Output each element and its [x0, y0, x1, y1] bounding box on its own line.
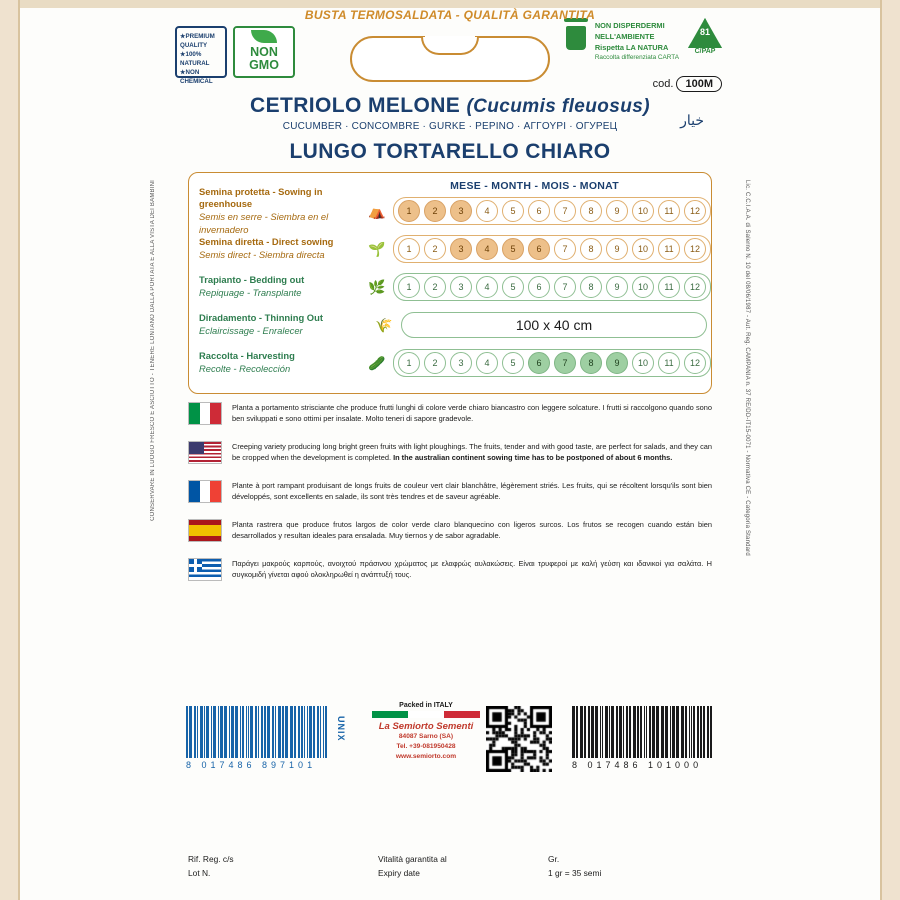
barcode-left-number: 8 017486 897101	[186, 760, 317, 770]
description-note: In the australian continent sowing time has to be postponed of about 6 months.	[393, 452, 673, 462]
description-text: Planta rastrera que produce frutos largos de color verde claro blanquecino con ligeros surcos. Los frutos se recogen cuando están bien desarrollados y resultan ideales para ensalada. Muy tiernos y de sabor agradable.	[232, 520, 712, 540]
unix-label: UNIX	[336, 716, 346, 742]
row-label-b: Recolte - Recolección	[199, 363, 291, 374]
company-name: La Semiorto Sementi	[378, 721, 474, 732]
lot-label: Lot N.	[188, 868, 211, 879]
variety-name: LUNGO TORTARELLO CHIARO	[289, 140, 611, 163]
barcode-right-number: 8 017486 101000	[572, 760, 703, 770]
side-text-left: CONSERVARE IN LUOGO FRESCO E ASCIUTTO - TENERE LONTANO DALLA PORTATA E ALLA VISTA DEI BAMBINI	[150, 180, 156, 521]
title-arabic: خيار	[680, 112, 704, 128]
row-label-b: Eclaircissage - Enralecer	[199, 325, 303, 336]
barcode-right	[572, 706, 720, 770]
premium-line-3: ★100%	[180, 50, 202, 58]
month-band: 1 2 3 4 5 6 7 8 9 10 11 12	[393, 235, 711, 263]
flag-france-icon	[188, 480, 222, 503]
row-label-a: Semina diretta - Direct sowing	[199, 236, 334, 248]
flag-greece-icon	[188, 558, 222, 581]
premium-line-2: QUALITY	[180, 41, 208, 49]
sealed-bag-note: BUSTA TERMOSALDATA - QUALITÀ GARANTITA	[304, 8, 596, 22]
row-label-a: Trapianto - Bedding out	[199, 274, 305, 286]
right-edge-line	[880, 0, 882, 900]
vitality-label: Vitalità garantita al	[378, 854, 447, 864]
row-label-a: Raccolta - Harvesting	[199, 350, 295, 362]
description-text: Creeping variety producing long bright green fruits with light ploughings. The fruits, tender and with good taste, are perfect for salads, and they can be cropped when the development is completed.	[232, 442, 712, 462]
flag-usa-icon	[188, 441, 222, 464]
row-label-b: Semis en serre - Siembra en el invernadero	[199, 211, 329, 235]
greenhouse-icon: ⛺	[367, 202, 386, 219]
calendar-row-harvest	[189, 344, 711, 382]
page-title	[170, 94, 730, 118]
description-text: Plante à port rampant produisant de longs fruits de couleur vert clair blanchâtre, légèrement striés. Les fruits, qui se récoltent lorsqu'ils sont bien développés, sont excellents en salade, ils sont très tendres et de saveur agréable.	[232, 481, 712, 501]
descriptions	[188, 402, 712, 597]
left-edge-line	[18, 0, 20, 900]
premium-line-6: CHEMICAL	[180, 77, 213, 85]
premium-line-1: ★PREMIUM	[180, 33, 215, 40]
weight-label: Gr.	[548, 854, 560, 864]
description-text: Παράγει μακρούς καρπούς, ανοιχτού πράσινου χρώματος με ελαφρώς αυλακώσεις. Είναι τρυφεροί με καλή γεύση και ιδανικοί για σαλάτα. Η συγκομιδή γίνεται αφού ολοκληρωθεί η ανάπτυξή τους.	[232, 559, 712, 579]
code-value: 100M	[676, 76, 722, 92]
expiry-label: Expiry date	[378, 868, 420, 879]
barcode-left	[186, 706, 334, 770]
eco-line-1: NON DISPERDERMI	[594, 21, 665, 30]
premium-line-5: ★NON	[180, 68, 200, 76]
plant-spacing: 100 x 40 cm	[401, 312, 707, 338]
month-header: MESE - MONTH - MOIS - MONAT	[450, 180, 619, 192]
qr-code[interactable]	[486, 706, 552, 772]
product-code	[653, 78, 722, 90]
calendar-row-bedding-out	[189, 268, 711, 306]
eco-line-3: Rispetta LA NATURA	[594, 43, 669, 53]
company-website[interactable]: www.semiorto.com	[395, 752, 457, 760]
calendar-row-thinning	[189, 306, 711, 344]
non-gmo-line-2: GMO	[249, 57, 279, 72]
calendar-row-direct-sowing	[189, 230, 711, 268]
moebius-number: 81	[699, 27, 710, 37]
code-label: cod.	[652, 78, 674, 90]
non-gmo-line-1: NON	[250, 45, 278, 59]
month-band: 1 2 3 4 5 6 7 8 9 10 11 12	[393, 197, 711, 225]
company-address: 84087 Sarno (SA)	[398, 733, 454, 740]
flag-spain-icon	[188, 519, 222, 542]
weight-value: 1 gr = 35 semi	[548, 868, 602, 879]
description-english	[188, 441, 712, 464]
thinning-icon: 🌾	[375, 316, 393, 333]
row-label-b: Repiquage - Transplante	[199, 287, 302, 298]
row-label-b: Semis direct - Siembra directa	[199, 249, 325, 260]
left-edge	[0, 0, 18, 900]
side-text-right: Lic. C.C.I.A.A. di Salerno N. 10 del 08/06/1987 - Aut. Reg. CAMPANIA n. 37 RE/DD-IT15-0071 - Normativa CE - Categoria Standard	[744, 180, 750, 556]
footer	[188, 852, 712, 881]
company-phone: Tel. +39-081950428	[396, 742, 456, 750]
seed-illustration-frame	[350, 36, 550, 82]
row-label-a: Semina protetta - Sowing in greenhouse	[199, 185, 323, 210]
right-edge	[882, 0, 900, 900]
description-greek	[188, 558, 712, 581]
harvest-icon: 🥒	[367, 354, 386, 371]
top-band	[18, 0, 882, 8]
row-label-a: Diradamento - Thinning Out	[199, 312, 323, 324]
seedling-icon: 🌱	[367, 240, 386, 257]
flag-italy-icon	[188, 402, 222, 425]
title-latin: (Cucumis fleuosus)	[466, 96, 650, 117]
premium-line-4: NATURAL	[180, 59, 210, 67]
description-italian	[188, 402, 712, 425]
description-spanish	[188, 519, 712, 542]
description-text: Planta a portamento strisciante che produce frutti lunghi di colore verde chiaro biancastro con leggere solcature. I frutti si raccolgono quando sono ben sviluppati e sono ottimi per insalate. Molto teneri di sapore gradevole.	[232, 403, 712, 423]
header	[170, 8, 730, 164]
ref-label: Rif. Reg. c/s	[188, 854, 234, 864]
month-band: 1 2 3 4 5 6 7 8 9 10 11 12	[393, 273, 711, 301]
packer-info	[366, 702, 486, 762]
title-translations: CUCUMBER · CONCOMBRE · GURKE · PEPINO · ΑΓΓΟΥΡΙ · ОГУРЕЦ	[282, 121, 618, 132]
moebius-caption: C/PAP	[694, 48, 716, 55]
flag-italy-small-icon	[372, 711, 480, 718]
eco-line-4: Raccolta differenziata CARTA	[594, 54, 679, 62]
title-italian: CETRIOLO MELONE	[250, 94, 461, 117]
description-french	[188, 480, 712, 503]
eco-line-2: NELL'AMBIENTE	[594, 32, 655, 42]
transplant-icon: 🌿	[367, 278, 386, 295]
sowing-calendar	[188, 172, 712, 394]
packed-in-label: Packed in ITALY	[399, 702, 453, 709]
month-band: 1 2 3 4 5 6 7 8 9 10 11 12	[393, 349, 711, 377]
